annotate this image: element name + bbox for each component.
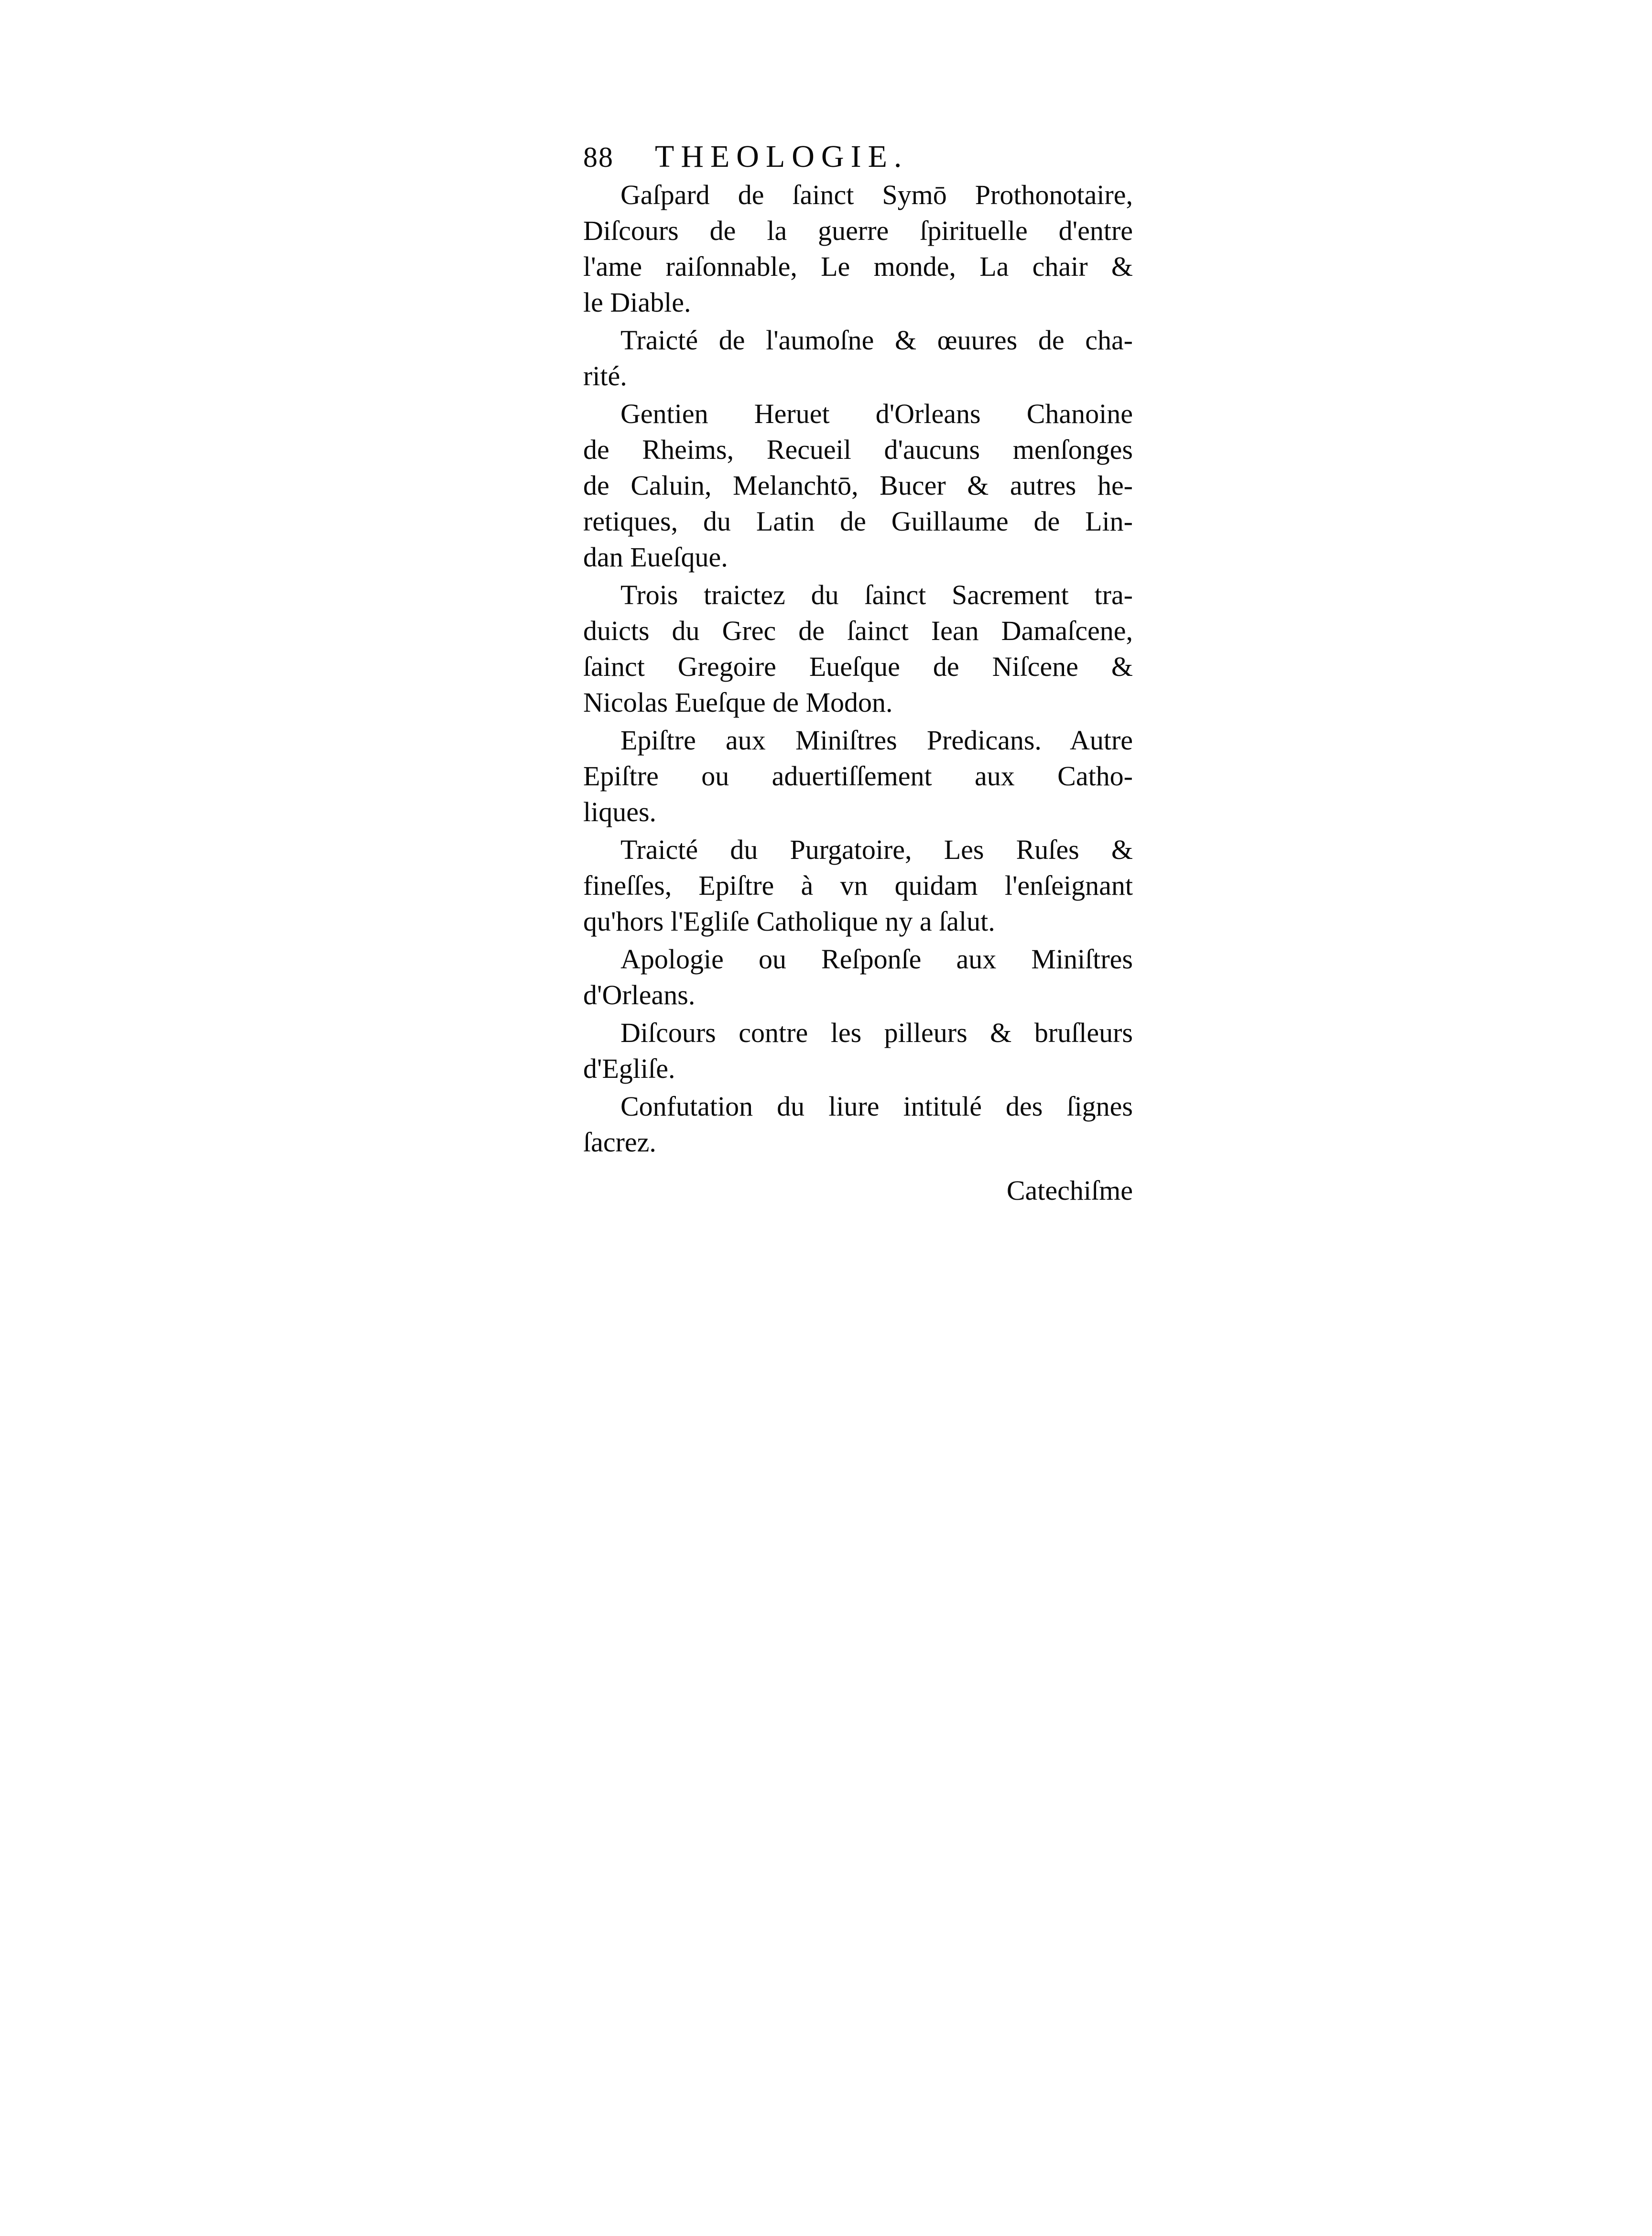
entry-line: liques. [583,796,657,827]
entry-line: Diſcours de la guerre ſpirituelle d'entre [583,215,1133,246]
bibliography-entry [583,1088,1133,1162]
bibliography-entry [583,396,1133,577]
bibliography-entry [583,177,1133,322]
entry-line: Confutation du liure intitulé des ſignes [620,1091,1133,1122]
bibliography-entries [583,177,1133,1162]
bibliography-entry [583,722,1133,832]
entry-line: le Diable. [583,287,691,318]
entry-line: de Caluin, Melanchtō, Bucer & autres he- [583,470,1133,501]
page-header [583,139,1133,177]
entry-line: Traicté du Purgatoire, Les Ruſes & [620,834,1133,865]
entry-line: Epiſtre ou aduertiſſement aux Catho- [583,760,1133,792]
entry-line: Diſcours contre les pilleurs & bruſleurs [620,1017,1133,1048]
bibliography-entry [583,832,1133,941]
entry-line: Gaſpard de ſainct Symō Prothonotaire, [620,179,1133,210]
entry-line: Traicté de l'aumoſne & œuures de cha- [620,325,1133,356]
entry-line: ſainct Gregoire Eueſque de Niſcene & [583,651,1133,682]
catchword: Catechiſme [1006,1175,1133,1206]
entry-line: l'ame raiſonnable, Le monde, La chair & [583,251,1133,282]
entry-line: rité. [583,360,627,391]
entry-line: d'Orleans. [583,979,696,1010]
running-title: THEOLOGIE. [655,139,909,174]
entry-line: fineſſes, Epiſtre à vn quidam l'enſeignant [583,870,1133,901]
page-number: 88 [583,141,614,173]
entry-line: qu'hors l'Egliſe Catholique ny a ſalut. [583,906,995,937]
entry-line: Gentien Heruet d'Orleans Chanoine [620,398,1133,429]
entry-line: Epiſtre aux Miniſtres Predicans. Autre [620,725,1133,756]
entry-line: dan Eueſque. [583,542,728,573]
entry-line: Apologie ou Reſponſe aux Miniſtres [620,944,1133,975]
entry-line: duicts du Grec de ſainct Iean Damaſcene, [583,615,1133,646]
bibliography-entry [583,941,1133,1015]
entry-line: Nicolas Eueſque de Modon. [583,687,893,718]
entry-line: d'Egliſe. [583,1053,675,1084]
entry-line: ſacrez. [583,1127,656,1158]
bibliography-entry [583,322,1133,396]
bibliography-entry [583,1015,1133,1088]
book-page [583,139,1133,1208]
entry-line: retiques, du Latin de Guillaume de Lin- [583,506,1133,537]
entry-line: de Rheims, Recueil d'aucuns menſonges [583,434,1133,465]
bibliography-entry [583,577,1133,722]
entry-line: Trois traictez du ſainct Sacrement tra- [620,579,1133,610]
